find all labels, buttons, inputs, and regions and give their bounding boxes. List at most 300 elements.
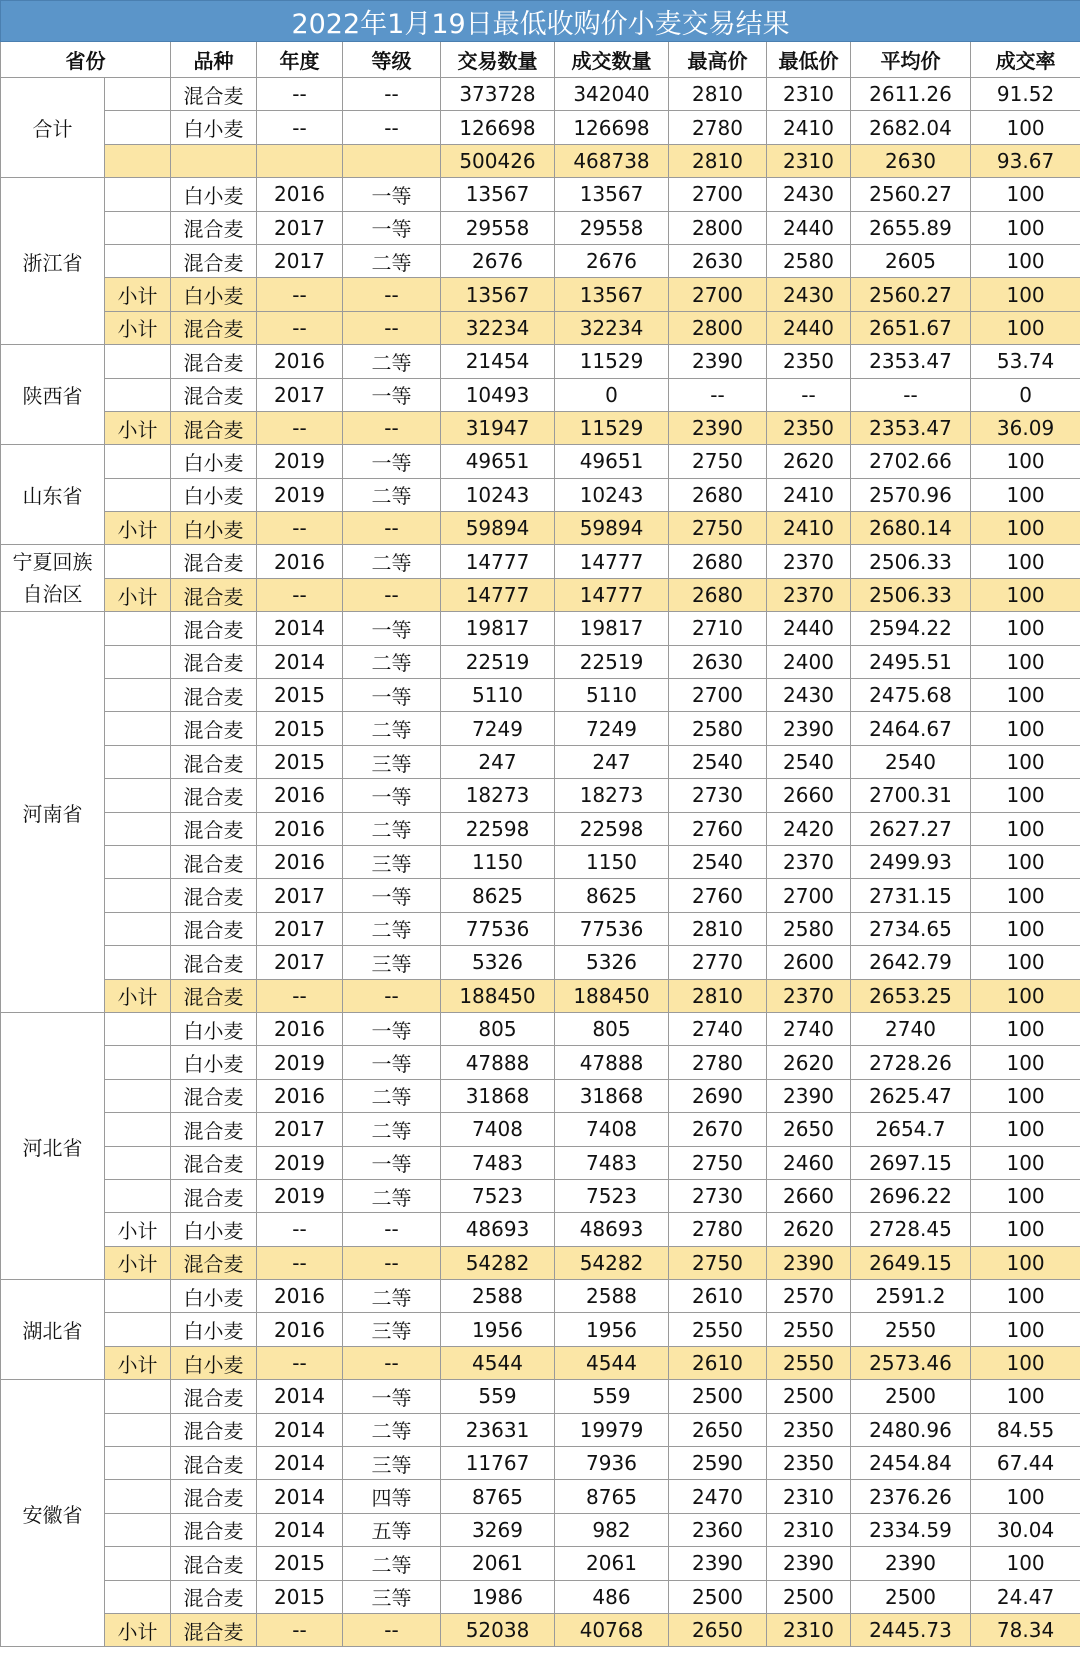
traded-quantity-cell: 14777 (555, 578, 669, 611)
subtotal-label (105, 1179, 171, 1212)
table-row (1, 411, 1080, 444)
header-grade: 等级 (343, 42, 441, 78)
table-row (1, 912, 1080, 945)
offered-quantity-cell: 13567 (441, 278, 555, 311)
table-row (1, 1046, 1080, 1079)
variety-cell: 混合麦 (171, 679, 257, 712)
subtotal-label (105, 912, 171, 945)
table-row (1, 779, 1080, 812)
offered-quantity-cell: 18273 (441, 779, 555, 812)
traded-quantity-cell: 13567 (555, 178, 669, 211)
subtotal-label (105, 378, 171, 411)
avg-price-cell: 2573.46 (851, 1346, 971, 1379)
grade-cell: 二等 (343, 1280, 441, 1313)
variety-cell: 混合麦 (171, 612, 257, 645)
trade-rate-cell: 100 (971, 845, 1080, 878)
subtotal-label (105, 478, 171, 511)
subtotal-label (105, 144, 171, 177)
offered-quantity-cell: 31947 (441, 411, 555, 444)
min-price-cell: 2650 (767, 1113, 851, 1146)
variety-cell: 混合麦 (171, 244, 257, 277)
variety-cell: 混合麦 (171, 1380, 257, 1413)
province-cell: 河北省 (1, 1012, 105, 1279)
min-price-cell: 2440 (767, 311, 851, 344)
trade-rate-cell: 100 (971, 178, 1080, 211)
grade-cell: -- (343, 512, 441, 545)
offered-quantity-cell: 23631 (441, 1413, 555, 1446)
trade-rate-cell: 100 (971, 712, 1080, 745)
header-variety: 品种 (171, 42, 257, 78)
trade-rate-cell: 100 (971, 1046, 1080, 1079)
subtotal-label (105, 345, 171, 378)
grade-cell: -- (343, 411, 441, 444)
max-price-cell: 2690 (669, 1079, 767, 1112)
subtotal-label (105, 1113, 171, 1146)
traded-quantity-cell: 1956 (555, 1313, 669, 1346)
trade-rate-cell: 100 (971, 478, 1080, 511)
avg-price-cell: 2454.84 (851, 1447, 971, 1480)
max-price-cell: 2780 (669, 1046, 767, 1079)
traded-quantity-cell: 8625 (555, 879, 669, 912)
max-price-cell: 2700 (669, 278, 767, 311)
trade-rate-cell: 100 (971, 1213, 1080, 1246)
max-price-cell: 2580 (669, 712, 767, 745)
traded-quantity-cell: 19817 (555, 612, 669, 645)
table-row (1, 812, 1080, 845)
offered-quantity-cell: 1150 (441, 845, 555, 878)
trade-rate-cell: 100 (971, 311, 1080, 344)
offered-quantity-cell: 21454 (441, 345, 555, 378)
table-row (1, 1179, 1080, 1212)
variety-cell: 混合麦 (171, 1613, 257, 1646)
header-offered-quantity: 交易数量 (441, 42, 555, 78)
year-cell: 2015 (257, 712, 343, 745)
max-price-cell: 2760 (669, 812, 767, 845)
trade-rate-cell: 100 (971, 1547, 1080, 1580)
traded-quantity-cell: 8765 (555, 1480, 669, 1513)
table-row (1, 478, 1080, 511)
subtotal-label (105, 1513, 171, 1546)
grade-cell: -- (343, 111, 441, 144)
max-price-cell: 2610 (669, 1280, 767, 1313)
avg-price-cell: 2728.26 (851, 1046, 971, 1079)
min-price-cell: 2310 (767, 144, 851, 177)
year-cell: 2015 (257, 1580, 343, 1613)
subtotal-label: 小计 (105, 411, 171, 444)
avg-price-cell: 2500 (851, 1580, 971, 1613)
min-price-cell: 2430 (767, 278, 851, 311)
max-price-cell: 2610 (669, 1346, 767, 1379)
traded-quantity-cell: 2676 (555, 244, 669, 277)
grade-cell: 三等 (343, 845, 441, 878)
offered-quantity-cell: 247 (441, 745, 555, 778)
max-price-cell: 2810 (669, 912, 767, 945)
grade-cell: 二等 (343, 912, 441, 945)
grade-cell: 二等 (343, 478, 441, 511)
variety-cell: 白小麦 (171, 278, 257, 311)
year-cell: 2014 (257, 1413, 343, 1446)
max-price-cell: 2810 (669, 78, 767, 111)
traded-quantity-cell: 0 (555, 378, 669, 411)
grade-cell: 二等 (343, 545, 441, 578)
max-price-cell: 2700 (669, 679, 767, 712)
min-price-cell: 2390 (767, 1246, 851, 1279)
avg-price-cell: -- (851, 378, 971, 411)
offered-quantity-cell: 7249 (441, 712, 555, 745)
variety-cell: 白小麦 (171, 1046, 257, 1079)
min-price-cell: 2580 (767, 912, 851, 945)
variety-cell: 混合麦 (171, 545, 257, 578)
grade-cell: 二等 (343, 812, 441, 845)
header-traded-quantity: 成交数量 (555, 42, 669, 78)
subtotal-label (105, 712, 171, 745)
traded-quantity-cell: 32234 (555, 311, 669, 344)
variety-cell: 混合麦 (171, 845, 257, 878)
variety-cell: 混合麦 (171, 1413, 257, 1446)
offered-quantity-cell: 126698 (441, 111, 555, 144)
avg-price-cell: 2649.15 (851, 1246, 971, 1279)
offered-quantity-cell: 2676 (441, 244, 555, 277)
avg-price-cell: 2560.27 (851, 178, 971, 211)
grade-cell: 三等 (343, 946, 441, 979)
avg-price-cell: 2499.93 (851, 845, 971, 878)
variety-cell: 混合麦 (171, 211, 257, 244)
min-price-cell: 2620 (767, 445, 851, 478)
variety-cell: 白小麦 (171, 111, 257, 144)
avg-price-cell: 2702.66 (851, 445, 971, 478)
avg-price-cell: 2653.25 (851, 979, 971, 1012)
avg-price-cell: 2500 (851, 1380, 971, 1413)
min-price-cell: 2350 (767, 345, 851, 378)
header-min-price: 最低价 (767, 42, 851, 78)
trade-rate-cell: 100 (971, 679, 1080, 712)
max-price-cell: 2810 (669, 979, 767, 1012)
offered-quantity-cell: 4544 (441, 1346, 555, 1379)
max-price-cell: 2500 (669, 1580, 767, 1613)
max-price-cell: 2760 (669, 879, 767, 912)
table-row (1, 1313, 1080, 1346)
offered-quantity-cell: 10493 (441, 378, 555, 411)
grade-cell: 二等 (343, 244, 441, 277)
variety-cell: 混合麦 (171, 578, 257, 611)
min-price-cell: 2660 (767, 1179, 851, 1212)
max-price-cell: 2800 (669, 311, 767, 344)
province-cell: 山东省 (1, 445, 105, 545)
header-max-price: 最高价 (669, 42, 767, 78)
offered-quantity-cell: 1956 (441, 1313, 555, 1346)
grade-cell: -- (343, 1613, 441, 1646)
year-cell: -- (257, 1246, 343, 1279)
min-price-cell: 2390 (767, 712, 851, 745)
trade-rate-cell: 100 (971, 779, 1080, 812)
year-cell: -- (257, 1346, 343, 1379)
grade-cell: 一等 (343, 1146, 441, 1179)
trade-rate-cell: 100 (971, 745, 1080, 778)
year-cell: -- (257, 78, 343, 111)
trade-rate-cell: 100 (971, 1480, 1080, 1513)
grade-cell: 二等 (343, 1413, 441, 1446)
year-cell: 2016 (257, 812, 343, 845)
subtotal-label: 小计 (105, 979, 171, 1012)
year-cell: 2014 (257, 1380, 343, 1413)
avg-price-cell: 2611.26 (851, 78, 971, 111)
table-row (1, 512, 1080, 545)
avg-price-cell: 2731.15 (851, 879, 971, 912)
trade-rate-cell: 100 (971, 1380, 1080, 1413)
year-cell: -- (257, 111, 343, 144)
avg-price-cell: 2353.47 (851, 345, 971, 378)
max-price-cell: 2800 (669, 211, 767, 244)
avg-price-cell: 2605 (851, 244, 971, 277)
grade-cell: 一等 (343, 1380, 441, 1413)
year-cell: 2016 (257, 345, 343, 378)
traded-quantity-cell: 47888 (555, 1046, 669, 1079)
table-row (1, 1146, 1080, 1179)
max-price-cell: 2650 (669, 1413, 767, 1446)
min-price-cell: 2350 (767, 1447, 851, 1480)
grade-cell: 五等 (343, 1513, 441, 1546)
grade-cell: -- (343, 1246, 441, 1279)
table-row (1, 845, 1080, 878)
trade-rate-cell: 100 (971, 1012, 1080, 1045)
table-row (1, 946, 1080, 979)
offered-quantity-cell: 2588 (441, 1280, 555, 1313)
min-price-cell: 2550 (767, 1313, 851, 1346)
trade-rate-cell: 100 (971, 111, 1080, 144)
trade-rate-cell: 100 (971, 1113, 1080, 1146)
avg-price-cell: 2594.22 (851, 612, 971, 645)
table-row (1, 1580, 1080, 1613)
variety-cell: 混合麦 (171, 1480, 257, 1513)
grade-cell: -- (343, 979, 441, 1012)
year-cell: -- (257, 278, 343, 311)
year-cell: 2015 (257, 745, 343, 778)
subtotal-label (105, 946, 171, 979)
variety-cell: 混合麦 (171, 1146, 257, 1179)
year-cell: 2019 (257, 445, 343, 478)
traded-quantity-cell: 559 (555, 1380, 669, 1413)
traded-quantity-cell: 29558 (555, 211, 669, 244)
max-price-cell: 2710 (669, 612, 767, 645)
table-row (1, 1280, 1080, 1313)
min-price-cell: 2350 (767, 1413, 851, 1446)
traded-quantity-cell: 2588 (555, 1280, 669, 1313)
year-cell: 2017 (257, 1113, 343, 1146)
grade-cell: 四等 (343, 1480, 441, 1513)
variety-cell: 混合麦 (171, 311, 257, 344)
year-cell: 2014 (257, 612, 343, 645)
min-price-cell: 2370 (767, 845, 851, 878)
offered-quantity-cell: 2061 (441, 1547, 555, 1580)
year-cell: 2019 (257, 1046, 343, 1079)
grade-cell: -- (343, 278, 441, 311)
avg-price-cell: 2740 (851, 1012, 971, 1045)
avg-price-cell: 2630 (851, 144, 971, 177)
trade-rate-cell: 100 (971, 1079, 1080, 1112)
table-row (1, 1246, 1080, 1279)
grade-cell: 二等 (343, 1079, 441, 1112)
header-year: 年度 (257, 42, 343, 78)
traded-quantity-cell: 77536 (555, 912, 669, 945)
traded-quantity-cell: 11529 (555, 345, 669, 378)
year-cell: 2014 (257, 1447, 343, 1480)
min-price-cell: 2570 (767, 1280, 851, 1313)
subtotal-label (105, 612, 171, 645)
min-price-cell: 2390 (767, 1079, 851, 1112)
grade-cell: 三等 (343, 1313, 441, 1346)
province-cell: 宁夏回族自治区 (1, 545, 105, 612)
avg-price-cell: 2376.26 (851, 1480, 971, 1513)
offered-quantity-cell: 3269 (441, 1513, 555, 1546)
min-price-cell: 2580 (767, 244, 851, 277)
traded-quantity-cell: 13567 (555, 278, 669, 311)
subtotal-label (105, 178, 171, 211)
avg-price-cell: 2445.73 (851, 1613, 971, 1646)
subtotal-label (105, 679, 171, 712)
min-price-cell: 2310 (767, 1513, 851, 1546)
variety-cell: 混合麦 (171, 712, 257, 745)
avg-price-cell: 2560.27 (851, 278, 971, 311)
min-price-cell: 2410 (767, 111, 851, 144)
trade-rate-cell: 0 (971, 378, 1080, 411)
max-price-cell: 2740 (669, 1012, 767, 1045)
traded-quantity-cell: 22598 (555, 812, 669, 845)
max-price-cell: 2390 (669, 345, 767, 378)
trade-rate-cell: 100 (971, 211, 1080, 244)
table-row (1, 879, 1080, 912)
grade-cell: 三等 (343, 1580, 441, 1613)
trade-rate-cell: 100 (971, 979, 1080, 1012)
max-price-cell: 2390 (669, 411, 767, 444)
table-row (1, 311, 1080, 344)
table-row (1, 1380, 1080, 1413)
trade-rate-cell: 100 (971, 512, 1080, 545)
grade-cell: 三等 (343, 745, 441, 778)
trade-rate-cell: 93.67 (971, 144, 1080, 177)
subtotal-label: 小计 (105, 1213, 171, 1246)
grade-cell: 二等 (343, 1547, 441, 1580)
trade-rate-cell: 36.09 (971, 411, 1080, 444)
year-cell: -- (257, 512, 343, 545)
max-price-cell: 2390 (669, 1547, 767, 1580)
offered-quantity-cell: 54282 (441, 1246, 555, 1279)
max-price-cell: 2500 (669, 1380, 767, 1413)
variety-cell: 混合麦 (171, 1079, 257, 1112)
subtotal-label (105, 1580, 171, 1613)
traded-quantity-cell: 11529 (555, 411, 669, 444)
variety-cell: 混合麦 (171, 1179, 257, 1212)
table-title: 2022年1月19日最低收购价小麦交易结果 (1, 1, 1080, 42)
year-cell: 2017 (257, 946, 343, 979)
avg-price-cell: 2680.14 (851, 512, 971, 545)
offered-quantity-cell: 559 (441, 1380, 555, 1413)
trade-rate-cell: 100 (971, 612, 1080, 645)
offered-quantity-cell: 7483 (441, 1146, 555, 1179)
max-price-cell: 2750 (669, 1146, 767, 1179)
max-price-cell: 2700 (669, 178, 767, 211)
max-price-cell: 2680 (669, 478, 767, 511)
max-price-cell: 2810 (669, 144, 767, 177)
province-cell: 湖北省 (1, 1280, 105, 1380)
variety-cell: 白小麦 (171, 1213, 257, 1246)
subtotal-label (105, 1046, 171, 1079)
min-price-cell: 2500 (767, 1580, 851, 1613)
offered-quantity-cell: 13567 (441, 178, 555, 211)
max-price-cell: 2630 (669, 645, 767, 678)
variety-cell: 混合麦 (171, 779, 257, 812)
traded-quantity-cell: 7523 (555, 1179, 669, 1212)
table-row (1, 979, 1080, 1012)
grade-cell: -- (343, 311, 441, 344)
grade-cell: -- (343, 78, 441, 111)
min-price-cell: 2440 (767, 612, 851, 645)
table-row (1, 645, 1080, 678)
grade-cell: 一等 (343, 779, 441, 812)
offered-quantity-cell: 29558 (441, 211, 555, 244)
offered-quantity-cell: 32234 (441, 311, 555, 344)
variety-cell: 混合麦 (171, 812, 257, 845)
subtotal-label (105, 1079, 171, 1112)
year-cell: 2017 (257, 244, 343, 277)
avg-price-cell: 2651.67 (851, 311, 971, 344)
province-cell: 河南省 (1, 612, 105, 1013)
variety-cell: 混合麦 (171, 345, 257, 378)
offered-quantity-cell: 8625 (441, 879, 555, 912)
max-price-cell: 2650 (669, 1613, 767, 1646)
trade-rate-cell: 100 (971, 445, 1080, 478)
trade-rate-cell: 91.52 (971, 78, 1080, 111)
variety-cell: 混合麦 (171, 1513, 257, 1546)
header-trade-rate: 成交率 (971, 42, 1080, 78)
year-cell: 2019 (257, 1179, 343, 1212)
subtotal-label: 小计 (105, 1613, 171, 1646)
table-row (1, 211, 1080, 244)
trade-rate-cell: 100 (971, 578, 1080, 611)
trade-rate-cell: 100 (971, 1179, 1080, 1212)
avg-price-cell: 2625.47 (851, 1079, 971, 1112)
table-row (1, 144, 1080, 177)
table-row (1, 1547, 1080, 1580)
subtotal-label (105, 1280, 171, 1313)
offered-quantity-cell: 805 (441, 1012, 555, 1045)
max-price-cell: 2730 (669, 1179, 767, 1212)
variety-cell: 混合麦 (171, 1447, 257, 1480)
min-price-cell: 2740 (767, 1012, 851, 1045)
traded-quantity-cell: 7249 (555, 712, 669, 745)
trade-rate-cell: 100 (971, 912, 1080, 945)
table-row (1, 745, 1080, 778)
traded-quantity-cell: 19979 (555, 1413, 669, 1446)
table-row (1, 378, 1080, 411)
grade-cell: 一等 (343, 612, 441, 645)
trade-rate-cell: 30.04 (971, 1513, 1080, 1546)
traded-quantity-cell: 982 (555, 1513, 669, 1546)
min-price-cell: 2430 (767, 679, 851, 712)
year-cell: 2016 (257, 1313, 343, 1346)
min-price-cell: 2620 (767, 1213, 851, 1246)
grade-cell (343, 144, 441, 177)
table-row (1, 612, 1080, 645)
year-cell: 2016 (257, 178, 343, 211)
province-cell: 陕西省 (1, 345, 105, 445)
min-price-cell: 2310 (767, 78, 851, 111)
trade-rate-cell: 78.34 (971, 1613, 1080, 1646)
year-cell: 2017 (257, 879, 343, 912)
traded-quantity-cell: 7408 (555, 1113, 669, 1146)
avg-price-cell: 2700.31 (851, 779, 971, 812)
avg-price-cell: 2696.22 (851, 1179, 971, 1212)
subtotal-label: 小计 (105, 578, 171, 611)
